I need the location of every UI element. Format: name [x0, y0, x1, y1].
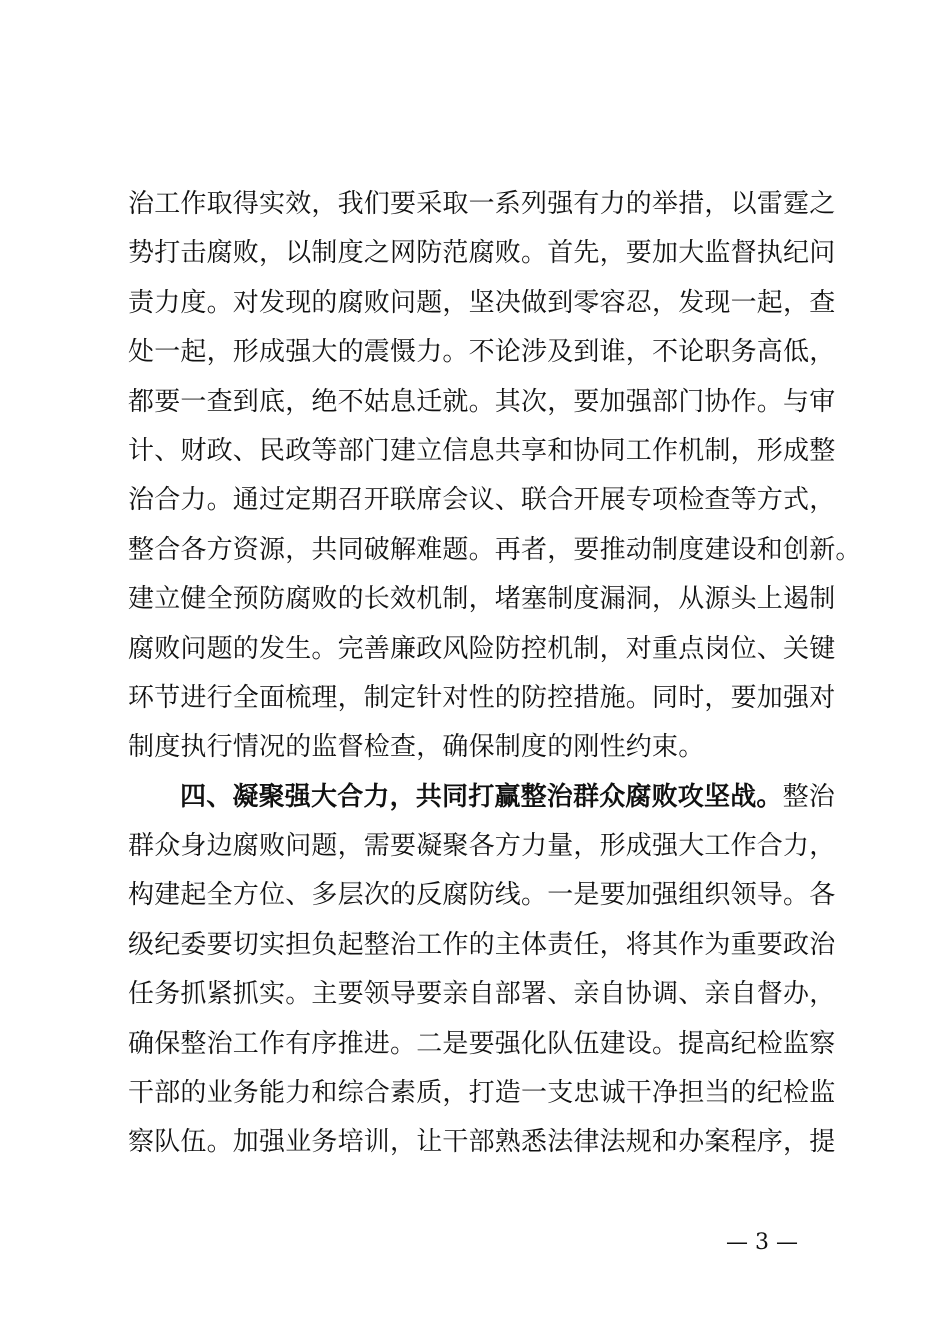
- section-heading: 四、凝聚强大合力，共同打赢整治群众腐败攻坚战。: [180, 781, 783, 812]
- page-number: — 3 —: [726, 1230, 798, 1255]
- text-line: 环节进行全面梳理，制定针对性的防控措施。同时，要加强对: [128, 682, 836, 713]
- text-line: 治合力。通过定期召开联席会议、联合开展专项检查等方式，: [128, 485, 836, 516]
- text-line: 都要一查到底，绝不姑息迁就。其次，要加强部门协作。与审: [128, 386, 836, 417]
- text-line: 干部的业务能力和综合素质，打造一支忠诚干净担当的纪检监: [128, 1078, 836, 1109]
- text-line: 处一起，形成强大的震慑力。不论涉及到谁，不论职务高低，: [128, 337, 836, 368]
- text-line: 腐败问题的发生。完善廉政风险防控机制，对重点岗位、关键: [128, 633, 836, 664]
- text-line: 群众身边腐败问题，需要凝聚各方力量，形成强大工作合力，: [128, 831, 836, 862]
- section-heading-line: [128, 773, 848, 822]
- text-line: 治工作取得实效，我们要采取一系列强有力的举措，以雷霆之: [128, 189, 836, 219]
- text-line: 制度执行情况的监督检查，确保制度的刚性约束。: [128, 732, 705, 763]
- text-line: 级纪委要切实担负起整治工作的主体责任，将其作为重要政治: [128, 929, 836, 960]
- text-line: 确保整治工作有序推进。二是要强化队伍建设。提高纪检监察: [128, 1028, 836, 1059]
- section-heading-continuation: 整治: [782, 781, 836, 812]
- text-line: 整合各方资源，共同破解难题。再者，要推动制度建设和创新。: [128, 534, 862, 565]
- text-line: 计、财政、民政等部门建立信息共享和协同工作机制，形成整: [128, 435, 836, 466]
- text-line: 势打击腐败，以制度之网防范腐败。首先，要加大监督执纪问: [128, 238, 836, 269]
- text-line: 任务抓紧抓实。主要领导要亲自部署、亲自协调、亲自督办，: [128, 979, 836, 1010]
- text-line: 责力度。对发现的腐败问题，坚决做到零容忍，发现一起，查: [128, 287, 836, 318]
- body-text: [128, 180, 862, 1168]
- text-line: 构建起全方位、多层次的反腐防线。一是要加强组织领导。各: [128, 880, 836, 911]
- text-line: 建立健全预防腐败的长效机制，堵塞制度漏洞，从源头上遏制: [128, 584, 836, 615]
- text-line: 察队伍。加强业务培训，让干部熟悉法律法规和办案程序，提: [128, 1127, 836, 1158]
